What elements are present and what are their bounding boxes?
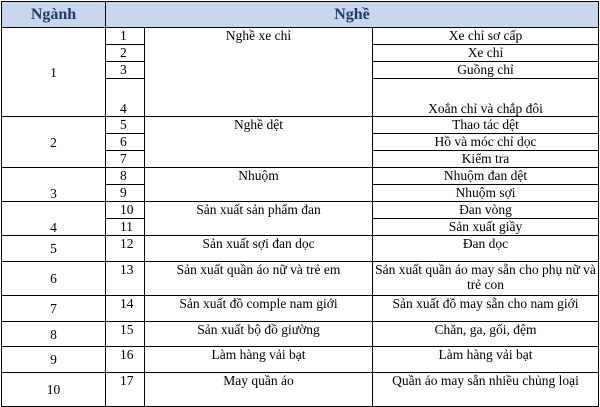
table-row [2,28,599,45]
sub-cell: Hồ và móc chỉ dọc [373,134,599,151]
sub-cell: Làm hàng vải bạt [373,347,599,373]
sub-cell: Thao tác dệt [373,117,599,134]
number-cell: 7 [106,151,145,168]
nganh-cell: 8 [2,322,106,347]
nganh-cell: 3 [2,168,106,202]
sub-cell: Sản xuất giầy [373,219,599,236]
sub-cell: Guồng chỉ [373,62,599,79]
nganh-cell: 4 [2,202,106,236]
number-cell: 12 [106,236,145,262]
number-cell: 10 [106,202,145,219]
sub-cell: Kiểm tra [373,151,599,168]
table-row [2,262,599,296]
sub-cell: Sản xuất đồ may sẵn cho nam giới [373,296,599,322]
group-cell: Sản xuất bộ đồ giường [145,322,373,347]
sub-cell: Xe chỉ sơ cấp [373,28,599,45]
nganh-cell: 7 [2,296,106,322]
table-row [2,322,599,347]
sub-cell: Quần áo may sẵn nhiều chủng loại [373,373,599,407]
nganh-cell: 9 [2,347,106,373]
group-cell: May quần áo [145,373,373,407]
sub-cell: Xoắn chỉ và chắp đôi [373,79,599,117]
number-cell: 1 [106,28,145,45]
number-cell: 2 [106,45,145,62]
sub-cell: Xe chỉ [373,45,599,62]
sub-cell: Sản xuất quần áo may sẵn cho phụ nữ và trẻ con [373,262,599,296]
number-cell: 9 [106,185,145,202]
number-cell: 3 [106,62,145,79]
table-row [2,236,599,262]
number-cell: 6 [106,134,145,151]
number-cell: 11 [106,219,145,236]
occupation-table [1,1,599,407]
nganh-cell: 2 [2,117,106,168]
number-cell: 15 [106,322,145,347]
number-cell: 8 [106,168,145,185]
sub-cell: Chăn, ga, gối, đệm [373,322,599,347]
header-nghe: Nghề [106,2,599,28]
sub-cell: Đan dọc [373,236,599,262]
nganh-cell: 6 [2,262,106,296]
table-row [2,296,599,322]
number-cell: 16 [106,347,145,373]
number-cell: 5 [106,117,145,134]
group-cell: Làm hàng vải bạt [145,347,373,373]
group-cell: Sản xuất đồ comple nam giới [145,296,373,322]
table-row [2,117,599,134]
table-row [2,347,599,373]
number-cell: 13 [106,262,145,296]
group-cell: Sản xuất sản phẩm đan [145,202,373,236]
number-cell: 17 [106,373,145,407]
header-row [2,2,599,28]
header-nganh: Ngành [2,2,106,28]
number-cell: 14 [106,296,145,322]
nganh-cell: 1 [2,28,106,117]
number-cell: 4 [106,79,145,117]
sub-cell: Nhuộm đan dệt [373,168,599,185]
group-cell: Nhuộm [145,168,373,202]
sub-cell: Nhuộm sợi [373,185,599,202]
table-row [2,373,599,407]
table-row [2,202,599,219]
group-cell: Sản xuất sợi đan dọc [145,236,373,262]
nganh-cell: 5 [2,236,106,262]
group-cell: Nghề dệt [145,117,373,168]
group-cell: Sản xuất quần áo nữ và trẻ em [145,262,373,296]
sub-cell: Đan vòng [373,202,599,219]
nganh-cell: 10 [2,373,106,407]
table-row [2,168,599,185]
group-cell: Nghề xe chỉ [145,28,373,117]
